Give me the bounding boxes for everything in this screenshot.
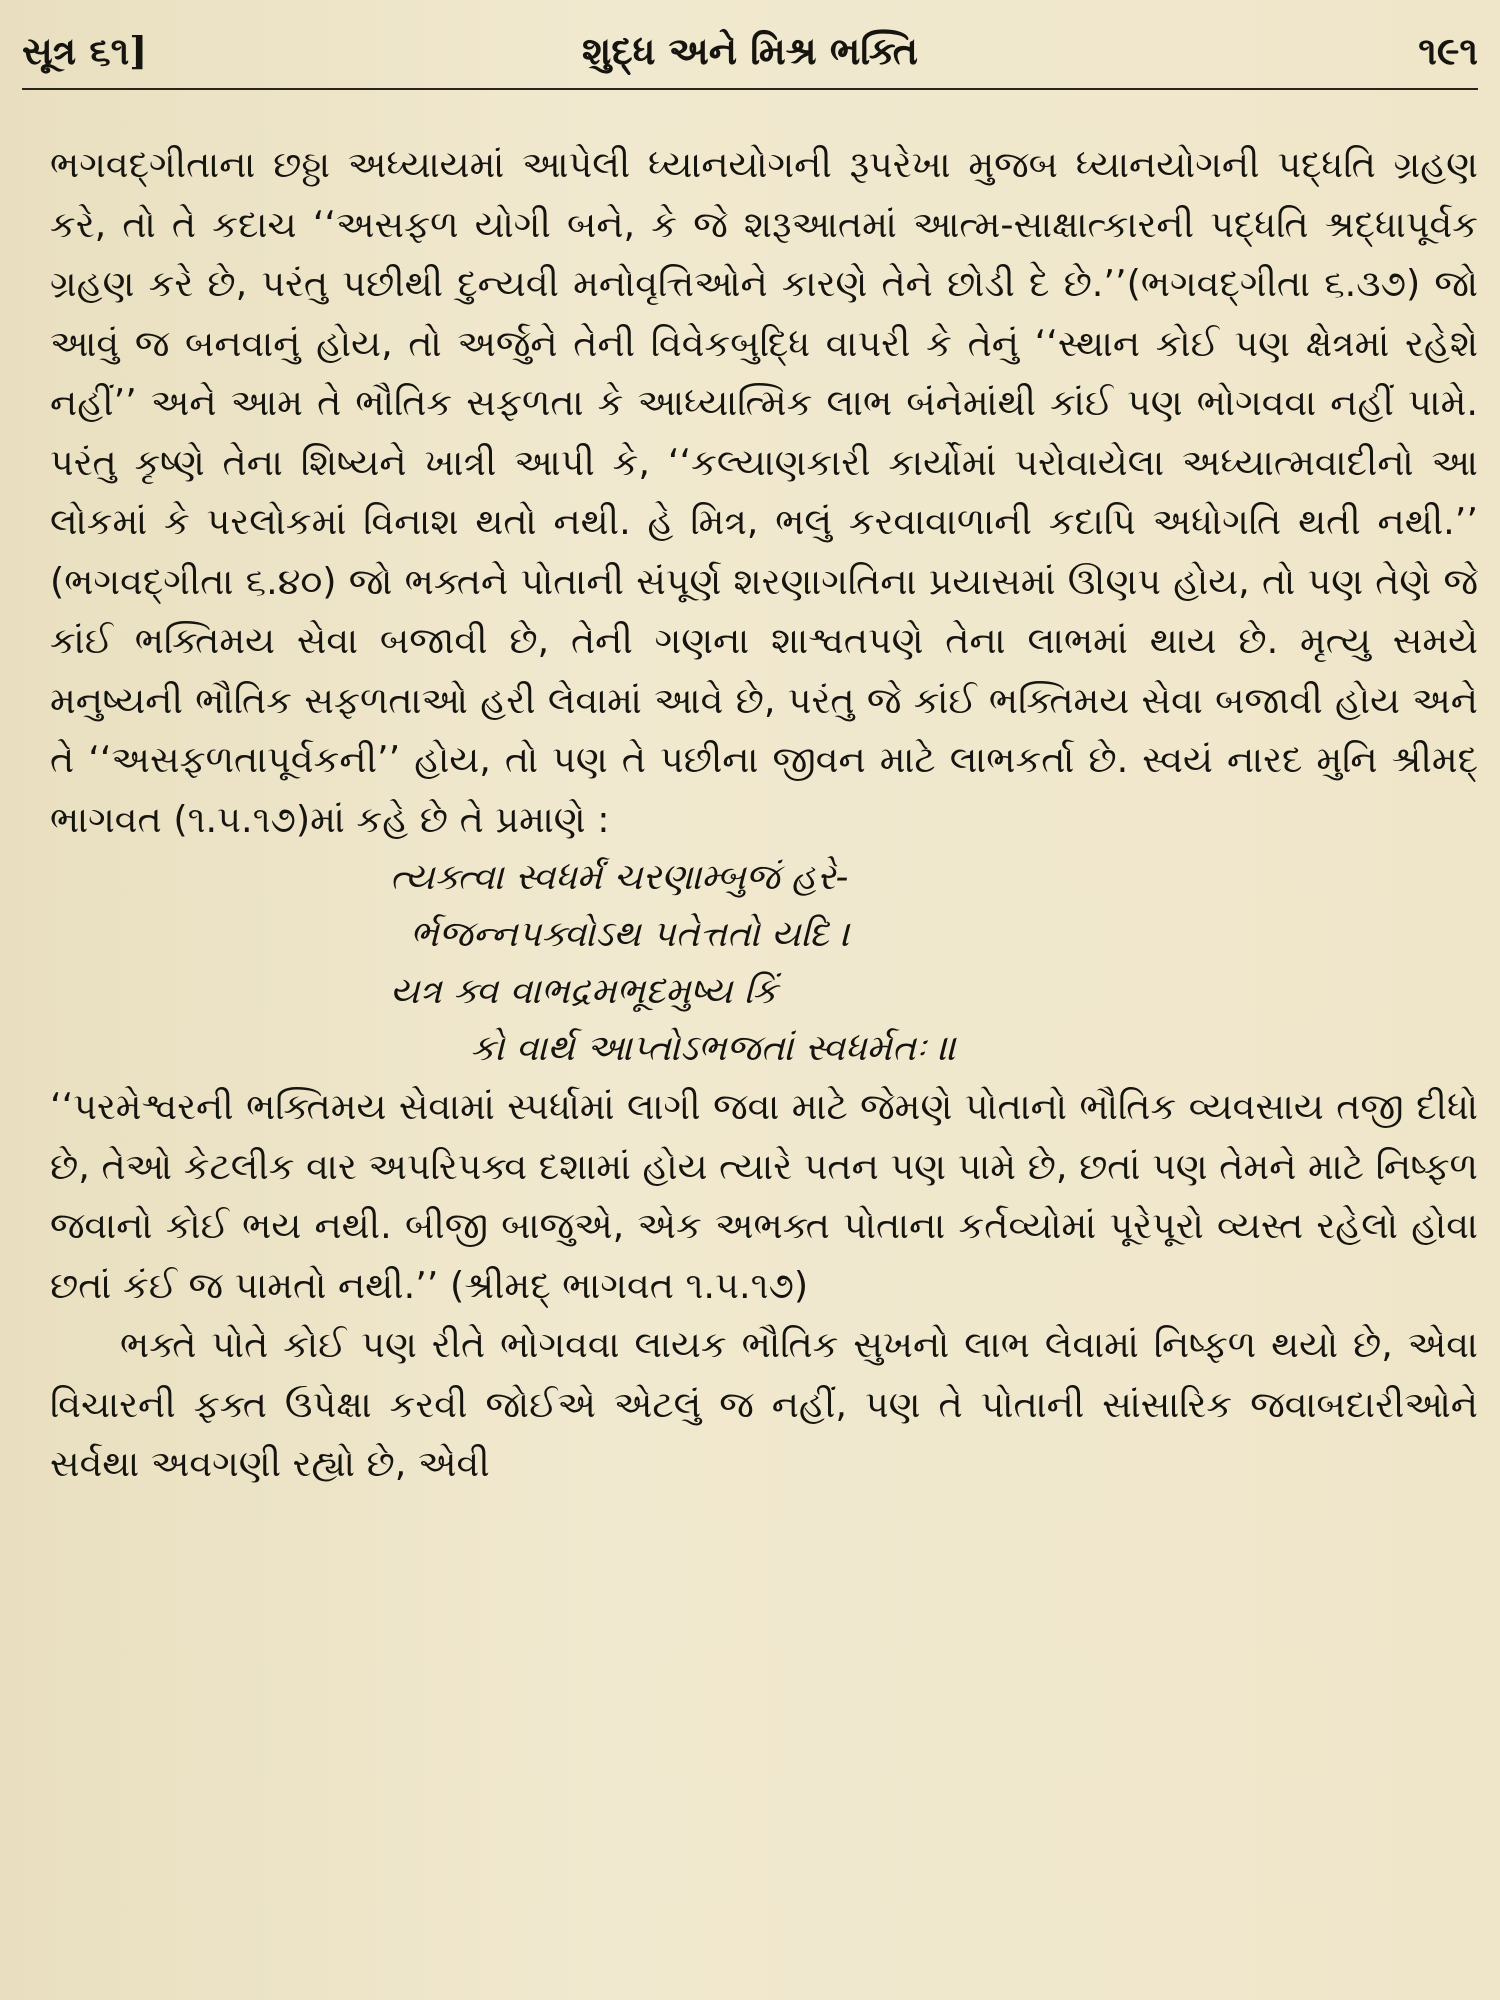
verse-line-3: યત્ર ક્વ વાભદ્રમભૂદમુષ્ય કિં: [390, 971, 778, 1012]
page-header: [22, 14, 1478, 90]
chapter-title: શુદ્ધ અને મિશ્ર ભક્તિ: [582, 28, 918, 73]
verse-line-1: ત્યક્ત્વા સ્વધર્મં ચરણામ્બુજં હરે-: [390, 857, 849, 898]
sutra-label: સૂત્ર ૬૧]: [22, 28, 148, 73]
paragraph-2: ‘‘પરમેશ્વરની ભક્તિમય સેવામાં સ્પર્ધામાં લાગી જવા માટે જેમણે પોતાનો ભૌતિક વ્યવસાય તજી દીધો છે, તેઓ કેટલીક વાર અપરિપક્વ દશામાં હોય ત્યારે પતન પણ પામે છે, છતાં પણ તેમને માટે નિષ્ફળ જવાનો કોઈ ભય નથી. બીજી બાજુએ, એક અભક્ત પોતાના કર્તવ્યોમાં પૂરેપૂરો વ્યસ્ત રહેલો હોવા છતાં કંઈ જ પામતો નથી.’’ (શ્રીમદ્ ભાગવત ૧.૫.૧૭): [50, 1085, 1478, 1307]
paragraph-1: ભગવદ્ગીતાના છઠ્ઠા અધ્યાયમાં આપેલી ધ્યાનયોગની રૂપરેખા મુજબ ધ્યાનયોગની પદ્ધતિ ગ્રહણ કરે, તો તે કદાચ ‘‘અસફળ યોગી બને, કે જે શરૂઆતમાં આત્મ-સાક્ષાત્કારની પદ્ધતિ શ્રદ્ધાપૂર્વક ગ્રહણ કરે છે, પરંતુ પછીથી દુન્યવી મનોવૃત્તિઓને કારણે તેને છોડી દે છે.’’(ભગવદ્ગીતા ૬.૩૭) જો આવું જ બનવાનું હોય, તો અર્જુને તેની વિવેકબુદ્ધિ વાપરી કે તેનું ‘‘સ્થાન કોઈ પણ ક્ષેત્રમાં રહેશે નહીં’’ અને આમ તે ભૌતિક સફળતા કે આધ્યાત્મિક લાભ બંનેમાંથી કાંઈ પણ ભોગવવા નહીં પામે. પરંતુ કૃષ્ણે તેના શિષ્યને ખાત્રી આપી કે, ‘‘કલ્યાણકારી કાર્યોમાં પરોવાયેલા અધ્યાત્મવાદીનો આ લોકમાં કે પરલોકમાં વિનાશ થતો નથી. હે મિત્ર, ભલું કરવાવાળાની કદાપિ અધોગતિ થતી નથી.’’ (ભગવદ્ગીતા ૬.૪૦) જો ભક્તને પોતાની સંપૂર્ણ શરણાગતિના પ્રયાસમાં ઊણપ હોય, તો પણ તેણે જે કાંઈ ભક્તિમય સેવા બજાવી છે, તેની ગણના શાશ્વતપણે તેના લાભમાં થાય છે. મૃત્યુ સમયે મનુષ્યની ભૌતિક સફળતાઓ હરી લેવામાં આવે છે, પરંતુ જે કાંઈ ભક્તિમય સેવા બજાવી હોય અને તે ‘‘અસફળતાપૂર્વકની’’ હોય, તો પણ તે પછીના જીવન માટે લાભકર્તા છે. સ્વયં નારદ મુનિ શ્રીમદ્ ભાગવત (૧.૫.૧૭)માં કહે છે તે પ્રમાણે :: [50, 143, 1478, 841]
page-number: ૧૯૧: [1418, 28, 1478, 73]
sanskrit-verse: [50, 849, 1478, 1077]
verse-line-2: ર્ભજન્નપક્વોઽથ પતેત્તતો યદિ ।: [410, 914, 850, 955]
page-body: [50, 135, 1478, 1494]
verse-line-4: કો વાર્થ આપ્તોઽભજતાં સ્વધર્મતઃ ॥: [470, 1028, 957, 1069]
paragraph-3: ભક્તે પોતે કોઈ પણ રીતે ભોગવવા લાયક ભૌતિક સુખનો લાભ લેવામાં નિષ્ફળ થયો છે, એવા વિચારની ફક્ત ઉપેક્ષા કરવી જોઈએ એટલું જ નહીં, પણ તે પોતાની સાંસારિક જવાબદારીઓને સર્વથા અવગણી રહ્યો છે, એવી: [50, 1323, 1478, 1485]
